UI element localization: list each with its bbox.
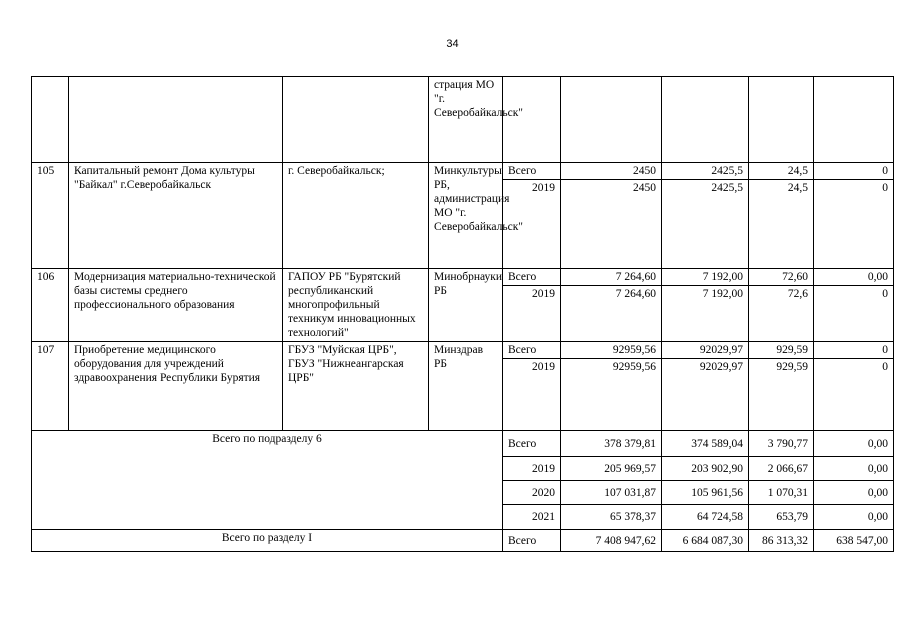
cell-total xyxy=(561,77,662,163)
cell-responsible: страция МО "г. Северобайкальск" xyxy=(429,77,503,163)
table-row xyxy=(32,77,894,163)
cell-federal: 2425,5 xyxy=(662,163,749,180)
cell-other: 0,00 xyxy=(814,269,894,286)
cell-regional: 929,59 xyxy=(749,342,814,359)
table-row xyxy=(32,269,894,286)
cell-federal: 203 902,90 xyxy=(662,457,749,481)
cell-total: 92959,56 xyxy=(561,359,662,431)
cell-period: 2019 xyxy=(503,180,561,269)
cell-regional xyxy=(749,77,814,163)
cell-period: Всего xyxy=(503,530,561,552)
cell-federal: 2425,5 xyxy=(662,180,749,269)
cell-total: 2450 xyxy=(561,180,662,269)
cell-other: 0,00 xyxy=(814,481,894,505)
subtotal-label: Всего по подразделу 6 xyxy=(32,431,503,530)
cell-no: 105 xyxy=(32,163,69,269)
cell-total: 2450 xyxy=(561,163,662,180)
cell-other: 0 xyxy=(814,163,894,180)
cell-period xyxy=(503,77,561,163)
cell-location: г. Северобайкальск; xyxy=(283,163,429,269)
cell-name xyxy=(69,77,283,163)
cell-period: 2020 xyxy=(503,481,561,505)
cell-federal xyxy=(662,77,749,163)
cell-period: 2021 xyxy=(503,505,561,530)
cell-location: ГБУЗ "Муйская ЦРБ", ГБУЗ "Нижнеангарская ЦРБ" xyxy=(283,342,429,431)
cell-other: 638 547,00 xyxy=(814,530,894,552)
cell-federal: 6 684 087,30 xyxy=(662,530,749,552)
cell-responsible: Минобрнауки РБ xyxy=(429,269,503,342)
cell-period: Всего xyxy=(503,269,561,286)
cell-period: 2019 xyxy=(503,457,561,481)
program-table xyxy=(31,76,894,552)
cell-federal: 64 724,58 xyxy=(662,505,749,530)
cell-regional: 929,59 xyxy=(749,359,814,431)
cell-period: 2019 xyxy=(503,286,561,342)
cell-no xyxy=(32,77,69,163)
cell-federal: 7 192,00 xyxy=(662,269,749,286)
cell-period: Всего xyxy=(503,163,561,180)
total-row xyxy=(32,530,894,552)
cell-total: 7 264,60 xyxy=(561,286,662,342)
cell-other: 0 xyxy=(814,286,894,342)
cell-total: 65 378,37 xyxy=(561,505,662,530)
cell-location: ГАПОУ РБ "Бурятский республиканский многопрофильный техникум инновационных технологий" xyxy=(283,269,429,342)
cell-regional: 86 313,32 xyxy=(749,530,814,552)
cell-federal: 105 961,56 xyxy=(662,481,749,505)
cell-name: Капитальный ремонт Дома культуры "Байкал" г.Северобайкальск xyxy=(69,163,283,269)
cell-total: 378 379,81 xyxy=(561,431,662,457)
cell-responsible: Минкультуры РБ, администрация МО "г. Северобайкальск" xyxy=(429,163,503,269)
subtotal-row xyxy=(32,431,894,457)
cell-other: 0,00 xyxy=(814,431,894,457)
cell-other: 0 xyxy=(814,180,894,269)
cell-responsible: Минздрав РБ xyxy=(429,342,503,431)
cell-regional: 1 070,31 xyxy=(749,481,814,505)
cell-total: 7 408 947,62 xyxy=(561,530,662,552)
cell-period: 2019 xyxy=(503,359,561,431)
cell-total: 205 969,57 xyxy=(561,457,662,481)
cell-federal: 92029,97 xyxy=(662,342,749,359)
cell-regional: 72,6 xyxy=(749,286,814,342)
cell-no: 107 xyxy=(32,342,69,431)
cell-total: 7 264,60 xyxy=(561,269,662,286)
cell-regional: 24,5 xyxy=(749,163,814,180)
cell-period: Всего xyxy=(503,431,561,457)
cell-name: Модернизация материально-технической базы системы среднего профессионального образования xyxy=(69,269,283,342)
cell-regional: 24,5 xyxy=(749,180,814,269)
cell-other: 0 xyxy=(814,359,894,431)
cell-federal: 374 589,04 xyxy=(662,431,749,457)
table-row xyxy=(32,163,894,180)
cell-name: Приобретение медицинского оборудования для учреждений здравоохранения Республики Бурятия xyxy=(69,342,283,431)
cell-regional: 72,60 xyxy=(749,269,814,286)
cell-regional: 653,79 xyxy=(749,505,814,530)
table-row xyxy=(32,342,894,359)
cell-regional: 2 066,67 xyxy=(749,457,814,481)
cell-total: 92959,56 xyxy=(561,342,662,359)
cell-location xyxy=(283,77,429,163)
cell-other xyxy=(814,77,894,163)
page-number: 34 xyxy=(446,38,459,50)
cell-no: 106 xyxy=(32,269,69,342)
cell-period: Всего xyxy=(503,342,561,359)
cell-regional: 3 790,77 xyxy=(749,431,814,457)
cell-other: 0 xyxy=(814,342,894,359)
cell-other: 0,00 xyxy=(814,505,894,530)
cell-federal: 92029,97 xyxy=(662,359,749,431)
cell-federal: 7 192,00 xyxy=(662,286,749,342)
total-label: Всего по разделу I xyxy=(32,530,503,552)
cell-other: 0,00 xyxy=(814,457,894,481)
cell-total: 107 031,87 xyxy=(561,481,662,505)
